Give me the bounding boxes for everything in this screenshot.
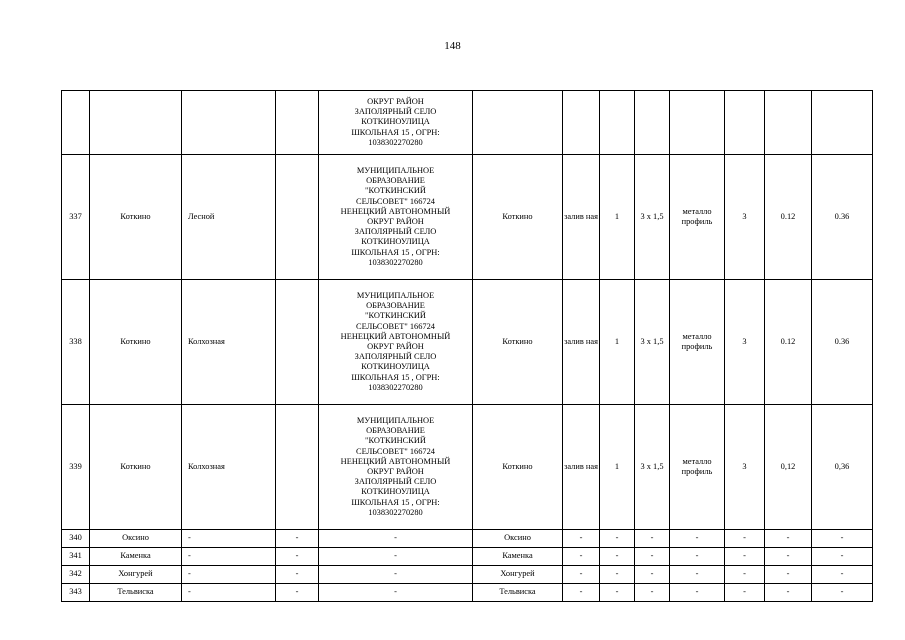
cell-surface: -	[563, 530, 600, 548]
cell-settlement: Коткино	[90, 280, 182, 405]
cell-owner: -	[319, 530, 473, 548]
owner-line: ОБРАЗОВАНИЕ	[366, 176, 425, 186]
cell-qty: 3	[725, 405, 765, 530]
owner-line: ШКОЛЬНАЯ 15 , ОГРН:	[351, 127, 440, 137]
cell-place: Хонгурей	[473, 566, 563, 584]
cell-place: Каменка	[473, 548, 563, 566]
cell-place: Оксино	[473, 530, 563, 548]
cell-size: 3 х 1,5	[635, 280, 670, 405]
cell-total: 0.36	[812, 155, 873, 280]
owner-line: "КОТКИНСКИЙ	[365, 186, 426, 196]
owner-line: НЕНЕЦКИЙ АВТОНОМНЫЙ	[340, 206, 451, 216]
cell-qty: -	[725, 530, 765, 548]
cell-area: -	[765, 584, 812, 602]
owner-line: МУНИЦИПАЛЬНОЕ	[356, 290, 435, 300]
owner-line: НЕНЕЦКИЙ АВТОНОМНЫЙ	[340, 331, 451, 341]
owner-line: ОБРАЗОВАНИЕ	[366, 301, 425, 311]
cell-owner: -	[319, 548, 473, 566]
cell-size: -	[635, 566, 670, 584]
cell-material: металло профиль	[670, 155, 725, 280]
owner-line: МУНИЦИПАЛЬНОЕ	[356, 415, 435, 425]
cell-street: -	[182, 530, 276, 548]
owner-line: ШКОЛЬНАЯ 15 , ОГРН:	[351, 497, 440, 507]
owner-line: ОКРУГ РАЙОН	[367, 96, 424, 106]
cell-surface: залив ная	[563, 405, 600, 530]
cell-material: -	[670, 566, 725, 584]
cell-qty	[725, 91, 765, 155]
owner-line: 1038302270280	[368, 507, 423, 517]
cell-count: -	[600, 584, 635, 602]
cell-street: Лесной	[182, 155, 276, 280]
cell-count: -	[600, 548, 635, 566]
table-row	[62, 584, 873, 602]
owner-line: 1038302270280	[368, 382, 423, 392]
table-row	[62, 405, 873, 530]
cell-col4: -	[276, 530, 319, 548]
cell-num: 339	[62, 405, 90, 530]
cell-count: 1	[600, 155, 635, 280]
cell-col4	[276, 280, 319, 405]
cell-place: Тельвиска	[473, 584, 563, 602]
cell-total: -	[812, 548, 873, 566]
cell-qty: -	[725, 566, 765, 584]
cell-area: -	[765, 530, 812, 548]
cell-size	[635, 91, 670, 155]
table-row	[62, 530, 873, 548]
owner-line: КОТКИНОУЛИЦА	[361, 362, 430, 372]
owner-line: ОКРУГ РАЙОН	[367, 217, 424, 226]
cell-num: 340	[62, 530, 90, 548]
cell-owner	[319, 280, 473, 405]
cell-settlement: Оксино	[90, 530, 182, 548]
owner-line: ОКРУГ РАЙОН	[367, 467, 424, 476]
cell-total: -	[812, 566, 873, 584]
cell-street: Колхозная	[182, 405, 276, 530]
owner-line: ЗАПОЛЯРНЫЙ СЕЛО	[354, 477, 437, 487]
cell-surface: -	[563, 548, 600, 566]
cell-material: -	[670, 530, 725, 548]
cell-count: 1	[600, 405, 635, 530]
owner-line: ОБРАЗОВАНИЕ	[366, 426, 425, 436]
cell-street: -	[182, 584, 276, 602]
owner-line: КОТКИНОУЛИЦА	[361, 237, 430, 247]
owner-line: СЕЛЬСОВЕТ" 166724	[356, 446, 435, 456]
cell-count: -	[600, 566, 635, 584]
cell-qty: 3	[725, 155, 765, 280]
cell-count	[600, 91, 635, 155]
cell-size: 3 х 1,5	[635, 155, 670, 280]
cell-material: -	[670, 548, 725, 566]
cell-place: Коткино	[473, 405, 563, 530]
cell-settlement	[90, 91, 182, 155]
cell-col4: -	[276, 548, 319, 566]
owner-line: 1038302270280	[368, 257, 423, 267]
cell-col4: -	[276, 566, 319, 584]
cell-area: 0,12	[765, 405, 812, 530]
owner-line: СЕЛЬСОВЕТ" 166724	[356, 196, 435, 206]
cell-count: -	[600, 530, 635, 548]
cell-num	[62, 91, 90, 155]
cell-settlement: Коткино	[90, 405, 182, 530]
cell-place	[473, 91, 563, 155]
cell-surface: -	[563, 584, 600, 602]
table-row	[62, 566, 873, 584]
cell-settlement: Коткино	[90, 155, 182, 280]
owner-line: ОКРУГ РАЙОН	[367, 342, 424, 351]
cell-owner	[319, 405, 473, 530]
cell-street: -	[182, 566, 276, 584]
owner-line: ЗАПОЛЯРНЫЙ СЕЛО	[354, 227, 437, 237]
cell-owner: -	[319, 584, 473, 602]
owner-line: 1038302270280	[368, 137, 423, 147]
cell-col4	[276, 155, 319, 280]
cell-surface: -	[563, 566, 600, 584]
table-row-continuation	[62, 91, 873, 155]
cell-area: -	[765, 548, 812, 566]
cell-settlement: Тельвиска	[90, 584, 182, 602]
owner-line: НЕНЕЦКИЙ АВТОНОМНЫЙ	[340, 456, 451, 466]
cell-surface: залив ная	[563, 280, 600, 405]
cell-street: Колхозная	[182, 280, 276, 405]
cell-num: 343	[62, 584, 90, 602]
cell-area	[765, 91, 812, 155]
table-row	[62, 280, 873, 405]
owner-line: ШКОЛЬНАЯ 15 , ОГРН:	[351, 372, 440, 382]
cell-qty: 3	[725, 280, 765, 405]
page-number: 148	[444, 40, 461, 52]
cell-surface: залив ная	[563, 155, 600, 280]
cell-col4: -	[276, 584, 319, 602]
cell-material: -	[670, 584, 725, 602]
table-row	[62, 155, 873, 280]
cell-street	[182, 91, 276, 155]
cell-qty: -	[725, 548, 765, 566]
owner-line: КОТКИНОУЛИЦА	[361, 117, 430, 127]
cell-size: 3 х 1,5	[635, 405, 670, 530]
owner-line: КОТКИНОУЛИЦА	[361, 487, 430, 497]
cell-total: -	[812, 584, 873, 602]
cell-size: -	[635, 584, 670, 602]
cell-area: 0.12	[765, 155, 812, 280]
owner-line: ЗАПОЛЯРНЫЙ СЕЛО	[354, 352, 437, 362]
table-row	[62, 548, 873, 566]
owner-line: СЕЛЬСОВЕТ" 166724	[356, 321, 435, 331]
cell-owner	[319, 155, 473, 280]
cell-qty: -	[725, 584, 765, 602]
cell-street: -	[182, 548, 276, 566]
owner-line: МУНИЦИПАЛЬНОЕ	[356, 165, 435, 175]
cell-owner	[319, 91, 473, 155]
owner-line: ЗАПОЛЯРНЫЙ СЕЛО	[354, 107, 437, 117]
cell-num: 341	[62, 548, 90, 566]
cell-num: 337	[62, 155, 90, 280]
cell-size: -	[635, 548, 670, 566]
owner-line: "КОТКИНСКИЙ	[365, 311, 426, 321]
cell-material	[670, 91, 725, 155]
cell-surface	[563, 91, 600, 155]
cell-place: Коткино	[473, 280, 563, 405]
cell-place: Коткино	[473, 155, 563, 280]
cell-col4	[276, 405, 319, 530]
cell-total	[812, 91, 873, 155]
cell-size: -	[635, 530, 670, 548]
cell-settlement: Каменка	[90, 548, 182, 566]
cell-material: металло профиль	[670, 405, 725, 530]
cell-count: 1	[600, 280, 635, 405]
cell-total: 0.36	[812, 280, 873, 405]
cell-settlement: Хонгурей	[90, 566, 182, 584]
cell-num: 338	[62, 280, 90, 405]
owner-line: ШКОЛЬНАЯ 15 , ОГРН:	[351, 247, 440, 257]
cell-col4	[276, 91, 319, 155]
cell-owner: -	[319, 566, 473, 584]
cell-total: 0,36	[812, 405, 873, 530]
registry-table	[61, 90, 873, 602]
cell-material: металло профиль	[670, 280, 725, 405]
cell-total: -	[812, 530, 873, 548]
owner-line: "КОТКИНСКИЙ	[365, 436, 426, 446]
cell-area: -	[765, 566, 812, 584]
cell-area: 0.12	[765, 280, 812, 405]
cell-num: 342	[62, 566, 90, 584]
